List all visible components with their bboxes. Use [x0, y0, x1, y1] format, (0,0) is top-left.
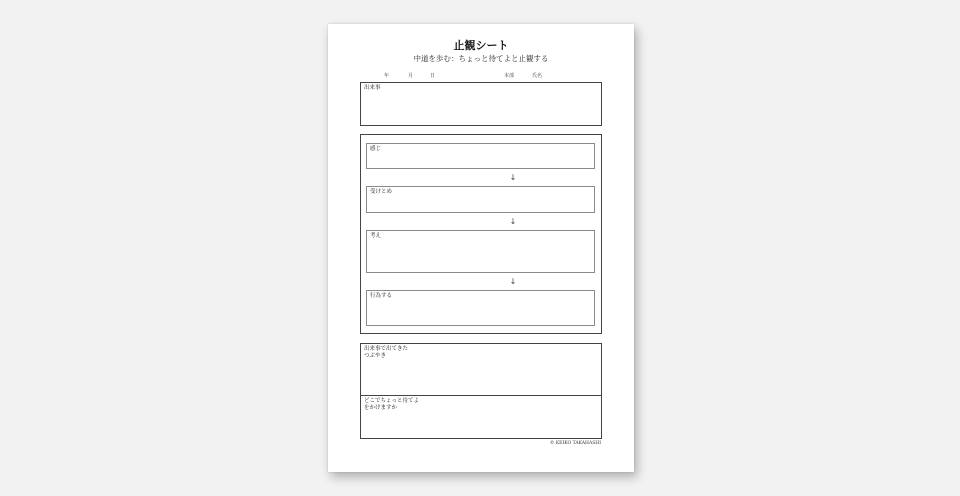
action-box[interactable] [366, 290, 595, 326]
meta-department-label: 本部 [504, 73, 515, 79]
meta-month-label: 月 [408, 73, 414, 79]
pause-label: どこでちょっと待てよ をかけますか [364, 398, 420, 411]
event-box[interactable] [360, 82, 602, 126]
copyright-text: © KEIKO TAKAHASHI [549, 441, 601, 446]
acceptance-label: 受けとめ [370, 189, 393, 195]
arrow-down-icon: ↓ [509, 217, 517, 226]
reflection-box [360, 343, 602, 439]
action-label: 行為する [370, 293, 393, 299]
feeling-box[interactable] [366, 143, 595, 169]
worksheet-page [328, 24, 634, 472]
meta-day-label: 日 [430, 73, 436, 79]
page-subtitle: 中道を歩む：ちょっと待てよと止観する [413, 54, 549, 63]
page-title: 止観シート [453, 39, 509, 52]
murmur-label: 出来事で出てきた つぶやき [364, 346, 409, 359]
event-label: 出来事 [364, 85, 381, 91]
feeling-label: 感じ [370, 146, 382, 152]
pause-section[interactable] [361, 396, 601, 438]
murmur-section[interactable] [361, 344, 601, 395]
arrow-down-icon: ↓ [509, 173, 517, 182]
arrow-down-icon: ↓ [509, 277, 517, 286]
thought-box[interactable] [366, 230, 595, 273]
flow-group [360, 134, 602, 334]
thought-label: 考え [370, 233, 382, 239]
meta-year-label: 年 [384, 73, 390, 79]
acceptance-box[interactable] [366, 186, 595, 213]
meta-name-label: 氏名 [532, 73, 543, 79]
